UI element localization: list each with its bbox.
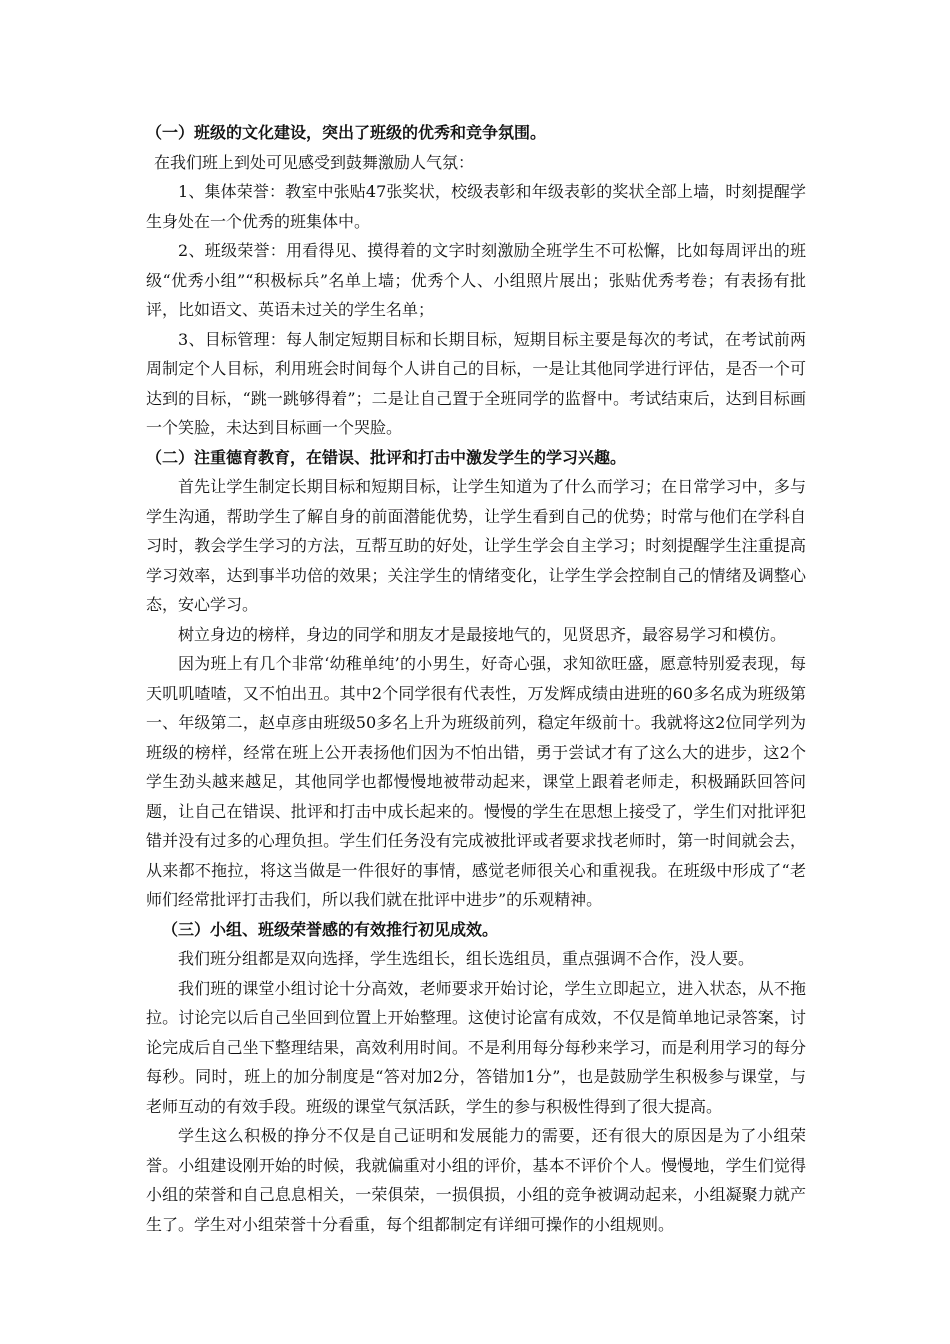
section-2-paragraph: 首先让学生制定长期目标和短期目标，让学生知道为了什么而学习；在日常学习中，多与学生沟通，帮助学生了解自身的前面潜能优势，让学生看到自己的优势；时常与他们在学科自习时，教会学生学习的方法，互帮互助的好处，让学生学会自主学习；时刻提醒学生注重提高学习效率，达到事半功倍的效果；关注学生的情绪变化，让学生学会控制自己的情绪及调整心态，安心学习。: [146, 477, 806, 614]
section-1-paragraph: 3、目标管理：每人制定短期目标和长期目标，短期目标主要是每次的考试，在考试前两周制定个人目标，利用班会时间每个人讲自己的目标，一是让其他同学进行评估，是否一个可达到的目标，“跳一跳够得着”；二是让自己置于全班同学的监督中。考试结束后，达到目标画一个笑脸，未达到目标画一个哭脸。: [146, 329, 806, 437]
section-3-paragraph: 我们班分组都是双向选择，学生选组长，组长选组员，重点强调不合作，没人要。: [178, 949, 755, 968]
section-1-intro: 在我们班上到处可见感受到鼓舞激励人气氛：: [154, 152, 475, 172]
section-3-paragraph: 学生这么积极的挣分不仅是自己证明和发展能力的需要，还有很大的原因是为了小组荣誉。小组建设刚开始的时候，我就偏重对小组的评价，基本不评价个人。慢慢地，学生们觉得小组的荣誉和自己息息相关，一荣俱荣，一损俱损，小组的竞争被调动起来，小组凝聚力就产生了。学生对小组荣誉十分看重，每个组都制定有详细可操作的小组规则。: [146, 1126, 806, 1234]
section-heading-2: （二）注重德育教育，在错误、批评和打击中激发学生的学习兴趣。: [146, 447, 627, 467]
section-heading-1: （一）班级的文化建设，突出了班级的优秀和竞争氛围。: [146, 123, 547, 142]
section-2-paragraph: 树立身边的榜样，身边的同学和朋友才是最接地气的，见贤思齐，最容易学习和模仿。: [178, 624, 787, 644]
section-heading-3: （三）小组、班级荣誉感的有效推行初见成效。: [162, 919, 499, 939]
section-2-paragraph: 因为班上有几个非常‘幼稚单纯’的小男生，好奇心强，求知欲旺盛，愿意特别爱表现，每天叽叽喳喳，又不怕出丑。其中2个同学很有代表性，万发辉成绩由进班的60多名成为班级第一、年级第二，赵卓彦由班级50多名上升为班级前列，稳定年级前十。我就将这2位同学列为班级的榜样，经常在班上公开表扬他们因为不怕出错，勇于尝试才有了这么大的进步，这2个学生劲头越来越足，其他同学也都慢慢地被带动起来，课堂上跟着老师走，积极踊跃回答问题，让自己在错误、批评和打击中成长起来的。慢慢的学生在思想上接受了，学生们对批评犯错并没有过多的心理负担。学生们任务没有完成被批评或者要求找老师时，第一时间就会去，从来都不拖拉，将这当做是一件很好的事情，感觉老师很关心和重视我。在班级中形成了“老师们经常批评打击我们，所以我们就在批评中进步”的乐观精神。: [146, 654, 806, 909]
section-3-paragraph: 我们班的课堂小组讨论十分高效，老师要求开始讨论，学生立即起立，进入状态，从不拖拉。讨论完以后自己坐回到位置上开始整理。这使讨论富有成效，不仅是简单地记录答案，讨论完成后自己坐下整理结果，高效利用时间。不是利用每分每秒来学习，而是利用学习的每分每秒。同时，班上的加分制度是“答对加2分，答错加1分”，也是鼓励学生积极参与课堂，与老师互动的有效手段。班级的课堂气氛活跃，学生的参与积极性得到了很大提高。: [146, 978, 806, 1116]
section-1-paragraph: 2、班级荣誉：用看得见、摸得着的文字时刻激励全班学生不可松懈，比如每周评出的班级“优秀小组”“积极标兵”名单上墙；优秀个人、小组照片展出；张贴优秀考卷；有表扬有批评，比如语文、英语未过关的学生名单；: [146, 241, 806, 319]
document-page: [146, 118, 806, 1239]
section-1-paragraph: 1、集体荣誉：教室中张贴47张奖状，校级表彰和年级表彰的奖状全部上墙，时刻提醒学生身处在一个优秀的班集体中。: [146, 182, 806, 231]
